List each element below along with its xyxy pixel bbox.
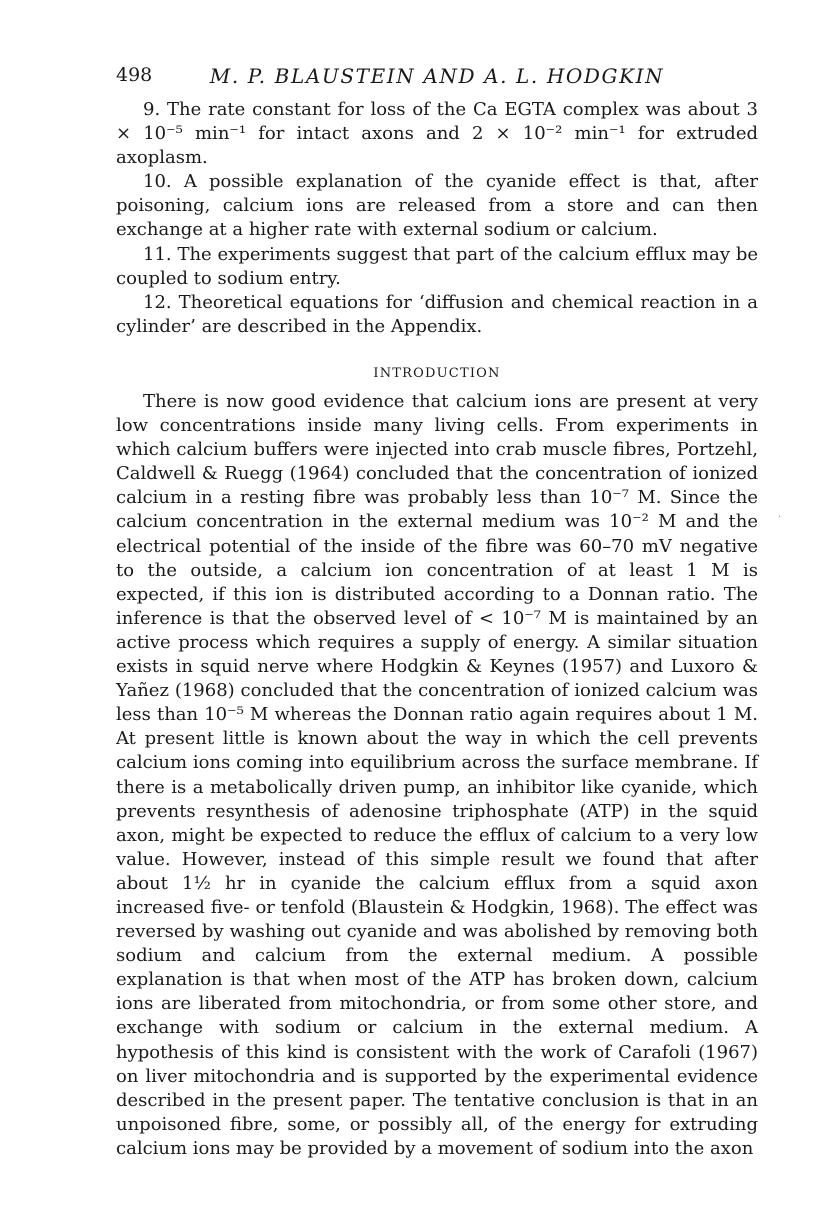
summary-item-12: 12. Theoretical equations for ‘diffusion and chemical reaction in a cylinder’ are described in the Appendix. bbox=[116, 291, 758, 337]
margin-mark: · bbox=[778, 512, 782, 523]
summary-list bbox=[116, 98, 758, 339]
page-header bbox=[116, 64, 758, 94]
section-heading: INTRODUCTION bbox=[373, 366, 501, 381]
running-head: M. P. BLAUSTEIN AND A. L. HODGKIN bbox=[209, 64, 665, 88]
summary-item-9: 9. The rate constant for loss of the Ca EGTA complex was about 3 × 10⁻⁵ min⁻¹ for intact axons and 2 × 10⁻² min⁻¹ for extruded axoplasm. bbox=[116, 99, 758, 169]
page-number: 498 bbox=[116, 64, 153, 86]
introduction-paragraph: There is now good evidence that calcium ions are present at very low concentrations inside many living cells. From experiments in which calcium buffers were injected into crab muscle fibres, Portzehl, Caldwell & Ruegg (1964) concluded that the concentration of ionized calcium in a resting fibre was probably less than 10⁻⁷ M. Since the calcium concentration in the external medium was 10⁻² M and the electrical potential of the inside of the fibre was 60–70 mV negative to the outside, a calcium ion concentration of at least 1 M is expected, if this ion is distributed according to a Donnan ratio. The inference is that the observed level of < 10⁻⁷ M is maintained by an active process which requires a supply of energy. A similar situation exists in squid nerve where Hodgkin & Keynes (1957) and Luxoro & Yañez (1968) concluded that the concentration of ionized calcium was less than 10⁻⁵ M whereas the Donnan ratio again requires about 1 M. At present little is known about the way in which the cell prevents calcium ions coming into equilibrium across the surface membrane. If there is a metabolically driven pump, an inhibitor like cyanide, which prevents resynthesis of adenosine triphosphate (ATP) in the squid axon, might be expected to reduce the efflux of calcium to a very low value. However, instead of this simple result we found that after about 1½ hr in cyanide the calcium efflux from a squid axon increased five- or tenfold (Blaustein & Hodgkin, 1968). The effect was reversed by washing out cyanide and was abolished by removing both sodium and calcium from the external medium. A possible explanation is that when most of the ATP has broken down, calcium ions are liberated from mitochondria, or from some other store, and exchange with sodium or calcium in the external medium. A hypothesis of this kind is consistent with the work of Carafoli (1967) on liver mitochondria and is supported by the experimental evidence described in the present paper. The tentative conclusion is that in an unpoisoned fibre, some, or possibly all, of the energy for extruding calcium ions may be provided by a movement of sodium into the axon bbox=[116, 391, 758, 1159]
summary-item-11: 11. The experiments suggest that part of the calcium efflux may be coupled to sodium entry. bbox=[116, 243, 758, 289]
introduction-body bbox=[116, 390, 758, 1161]
summary-item-10: 10. A possible explanation of the cyanide effect is that, after poisoning, calcium ions are released from a store and can then exchange at a higher rate with external sodium or calcium. bbox=[116, 171, 758, 241]
